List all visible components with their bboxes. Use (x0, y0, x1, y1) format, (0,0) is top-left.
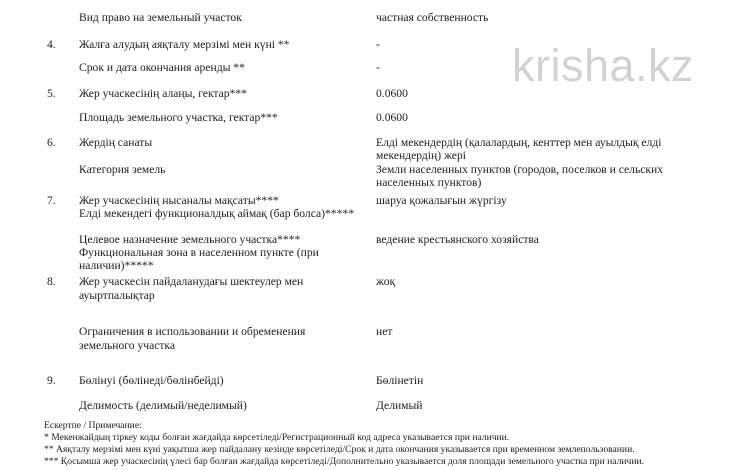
row-left-text: Жердің санаты (79, 136, 153, 149)
row-number: 6. (47, 136, 56, 149)
row-number: 5. (47, 87, 56, 100)
watermark-logo: krisha.kz (512, 40, 695, 91)
row-left-text: Жер учаскесінің нысаналы мақсаты**** (79, 194, 279, 207)
row-left-text: ауыртпалықтар (79, 289, 155, 302)
row-left-text: Делимость (делимый/неделимый) (79, 399, 247, 412)
footnote-line: * Мекенжайдың тіркеу коды болған жағдайда көрсетіледі/Регистрационный код адреса указывается при наличии. (44, 432, 510, 443)
row-right-text: Бөлінетін (376, 374, 424, 387)
row-right-text: шаруа қожалығын жүргізу (376, 194, 507, 207)
row-left-text: Ограничения в использовании и обременения (79, 325, 306, 338)
footnote-heading: Ескертпе / Примечание: (44, 420, 142, 431)
row-right-text: Делимый (376, 399, 423, 412)
row-number: 4. (47, 38, 56, 51)
row-right-text: нет (376, 325, 393, 338)
row-number: 7. (47, 194, 56, 207)
row-right-text: - (376, 38, 380, 51)
row-right-text: Елді мекендердің (қалалардың, кенттер мен ауылдық елді (376, 136, 662, 149)
row-left-text: Елді мекендегі функционалдық аймақ (бар болса)***** (79, 207, 354, 220)
row-right-text: ведение крестьянского хозяйства (376, 233, 539, 246)
row-right-text: 0.0600 (376, 87, 408, 100)
row-right-text: Земли населенных пунктов (городов, поселков и сельских (376, 163, 664, 176)
row-right-text: населенных пунктов) (376, 176, 482, 189)
row-right-text: частная собственность (376, 11, 489, 24)
cut-off-line (110, 0, 230, 2)
row-left-text: Категория земель (79, 163, 166, 176)
row-left-text: земельного участка (79, 339, 176, 352)
row-left-text: Функциональная зона в населенном пункте (при (79, 246, 319, 259)
row-left-text: Площадь земельного участка, гектар*** (79, 111, 278, 124)
footnote-line: ** Аяқталу мерзімі мен күні уақытша жер пайдалану кезінде көрсетіледі/Срок и дата окончания указывается при временном землепользовании. (44, 444, 635, 455)
row-right-text: 0.0600 (376, 111, 408, 124)
row-left-text: Целевое назначение земельного участка**** (79, 233, 301, 246)
footnote-line: *** Қосымша жер учаскесінің үлесі бар болған жағдайда көрсетіледі/Дополнительно указывается доля площади земельного участка при наличии. (44, 456, 645, 467)
row-number: 9. (47, 374, 56, 387)
row-left-text: Бөлінуі (бөлінеді/бөлінбейді) (79, 374, 224, 387)
row-right-text: - (376, 61, 380, 74)
row-left-text: Жер учаскесін пайдаланудағы шектеулер мен (79, 275, 304, 288)
row-left-text: Жалға алудың аяқталу мерзімі мен күні ** (79, 38, 290, 51)
row-left-text: Вид право на земельный участок (79, 11, 242, 24)
row-right-text: жоқ (376, 275, 396, 288)
row-left-text: наличии)***** (79, 259, 154, 272)
row-left-text: Жер учаскесінің алаңы, гектар*** (79, 87, 247, 100)
row-right-text: мекендердің) жері (376, 149, 466, 162)
row-left-text: Срок и дата окончания аренды ** (79, 61, 245, 74)
row-number: 8. (47, 275, 56, 288)
